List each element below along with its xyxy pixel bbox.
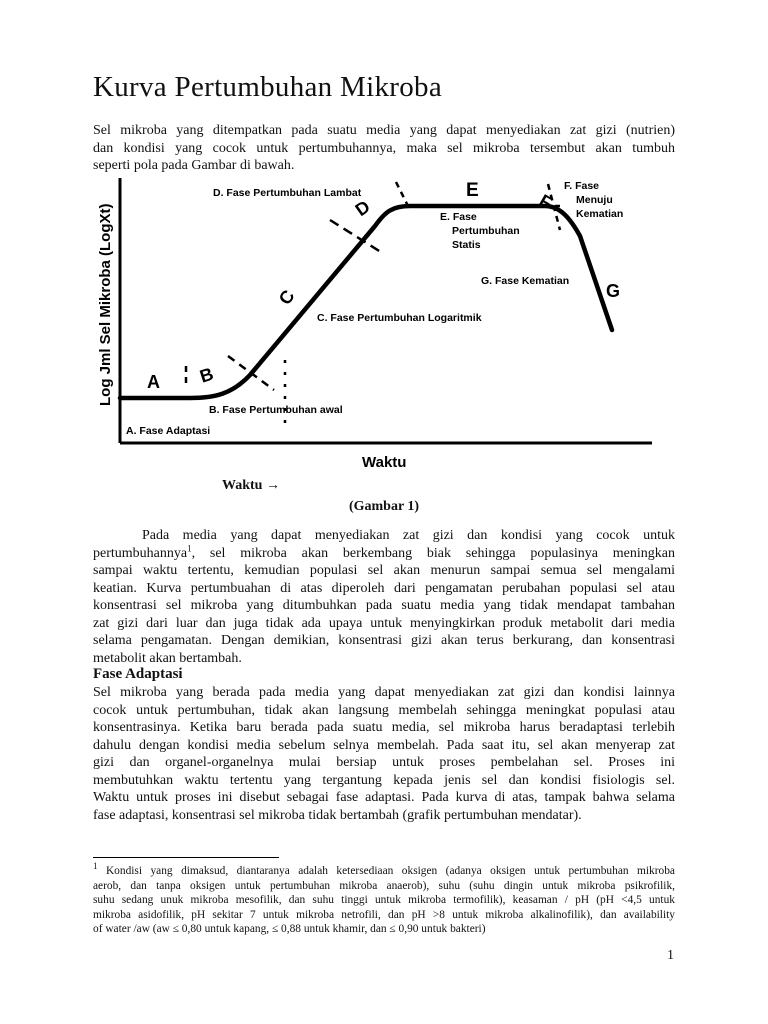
paragraph-2 — [93, 527, 675, 667]
text-line — [93, 542, 675, 563]
text-line: Sel mikroba yang berada pada media yang dapat menyediakan zat gizi dan kondisi lainnya — [93, 685, 675, 700]
waktu-arrow-label: Waktu → — [222, 478, 280, 493]
page-title: Kurva Pertumbuhan Mikroba — [93, 71, 442, 103]
text-line: cocok untuk pertumbuhan, tidak akan langsung membelah sehingga meningkat populasi atau — [93, 702, 675, 718]
label-fase-lambat: D. Fase Pertumbuhan Lambat — [213, 187, 362, 199]
growth-curve-line — [120, 206, 612, 398]
y-axis-label: Log Jml Sel Mikroba (LogXt) — [97, 203, 114, 406]
section-heading: Fase Adaptasi — [93, 666, 183, 682]
phase-letter-d: D — [351, 196, 374, 221]
separator-bc — [228, 356, 274, 390]
text-line: suhu sedang unuk mikroba mesofilik, dan suhu tinggi untuk mikroba termofilik), keasaman / pH (pH <4,5 untuk — [93, 894, 675, 906]
label-fase-pertumbuhan-awal: B. Fase Pertumbuhan awal — [209, 404, 343, 416]
text-line: zat gizi dari luar dan juga tidak ada upaya untuk menyingkirkan produk metabolit dari media — [93, 615, 675, 631]
label-fase-logaritmik: C. Fase Pertumbuhan Logaritmik — [317, 312, 482, 324]
footnote-reference[interactable]: 1 — [187, 542, 192, 553]
growth-curve-figure — [0, 170, 768, 470]
phase-letter-a: A — [147, 372, 160, 392]
text-line: of water /aw (aw ≤ 0,80 untuk kapang, ≤ 0,88 untuk khamir, dan ≤ 0,90 untuk bakteri) — [93, 923, 486, 935]
label-fase-kematian: G. Fase Kematian — [481, 275, 570, 287]
separator-de — [396, 182, 408, 206]
text-line: mikroba asidofilik, pH sekitar 7 untuk mikroba netrofili, dan pH >8 untuk mikroba alkalinofilik), dan availability — [93, 908, 675, 921]
text-line: sampai waktu tertentu, kemudian populasi sel akan menurun sampai semua sel mengalami — [93, 563, 675, 578]
text-line: Pada media yang dapat menyediakan zat gizi dan kondisi yang cocok untuk — [142, 528, 675, 543]
text-fragment: pertumbuhannya — [93, 545, 188, 561]
text-line: Sel mikroba yang ditempatkan pada suatu media yang dapat menyediakan zat gizi (nutrien) — [93, 123, 675, 138]
text-line — [93, 861, 675, 879]
text-line: dan kondisi yang cocok untuk pertumbuhannya, maka sel mikroba tersembut akan tumbuh — [93, 140, 675, 156]
text-line: gizi dan organel-organelnya mulai bersiap untuk proses pembelahan sel. Proses ini — [93, 755, 675, 770]
label-fase-menuju-kematian-2: Menuju — [576, 194, 613, 206]
phase-letter-e: E — [466, 180, 479, 201]
intro-paragraph — [93, 122, 675, 175]
text-line: dahulu dengan kondisi media sebelum selnya membelah. Pada saat itu, sel akan menyerap zat — [93, 737, 675, 753]
text-line: konsentrasinya. Ketika baru berada pada suatu media, sel mikroba harus beradaptasi terlebih — [93, 720, 675, 735]
page-number: 1 — [667, 948, 674, 963]
footnote — [93, 861, 675, 937]
label-fase-statis-1: E. Fase — [440, 211, 477, 223]
paragraph-3 — [93, 684, 675, 824]
text-line: membutuhkan waktu tertentu yang tergantung kepada jenis sel dan kondisi fisiologis sel. — [93, 772, 675, 788]
text-line: fase adaptasi, konsentrasi sel mikroba tidak bertambah (grafik pertumbuhan mendatar). — [93, 807, 582, 823]
text-line: seperti pola pada Gambar di bawah. — [93, 158, 295, 173]
figure-caption: (Gambar 1) — [348, 499, 420, 514]
footnote-divider — [93, 857, 279, 858]
phase-letter-g: G — [606, 281, 621, 301]
phase-letter-c: C — [274, 286, 299, 309]
phase-letter-b: B — [197, 363, 216, 387]
label-fase-adaptasi: A. Fase Adaptasi — [126, 425, 211, 437]
text-line: metabolit akan bertambah. — [93, 650, 242, 666]
text-line: keatian. Kurva pertumbuahan di atas diperoleh dari pengamatan perubahan populasi sel atau — [93, 580, 675, 596]
text-line: konsentrasi sel mikroba yang ditumbuhkan pada suatu media yang tidak mendapat tambahan — [93, 598, 675, 613]
phase-letter-f: F — [535, 190, 556, 214]
text-fragment: , sel mikroba akan berkembang biak sehingga populasinya meningkan — [191, 545, 675, 561]
x-axis-label: Waktu — [362, 454, 407, 470]
label-fase-statis-3: Statis — [452, 239, 481, 251]
label-fase-menuju-kematian-1: F. Fase — [564, 180, 600, 192]
text-line: selama pengamatan. Dengan demikian, konsentrasi gizi akan terus berkurang, dan konsentrasi — [93, 633, 675, 648]
footnote-mark: 1 — [93, 861, 98, 872]
text-line: Waktu untuk proses ini disebut sebagai fase adaptasi. Pada kurva di atas, tampak bahwa selama — [93, 790, 675, 805]
label-fase-menuju-kematian-3: Kematian — [576, 208, 624, 220]
label-fase-statis-2: Pertumbuhan — [452, 225, 520, 237]
text-fragment: Kondisi yang dimaksud, diantaranya adalah ketersediaan oksigen (adanya oksigen untuk pertumbuhan mikroba — [97, 865, 675, 877]
text-line: aerob, dan tanpa oksigen untuk pertumbuhan mikroba anaerob), suhu (suhu dingin untuk mikroba psikrofilik, — [93, 879, 675, 892]
